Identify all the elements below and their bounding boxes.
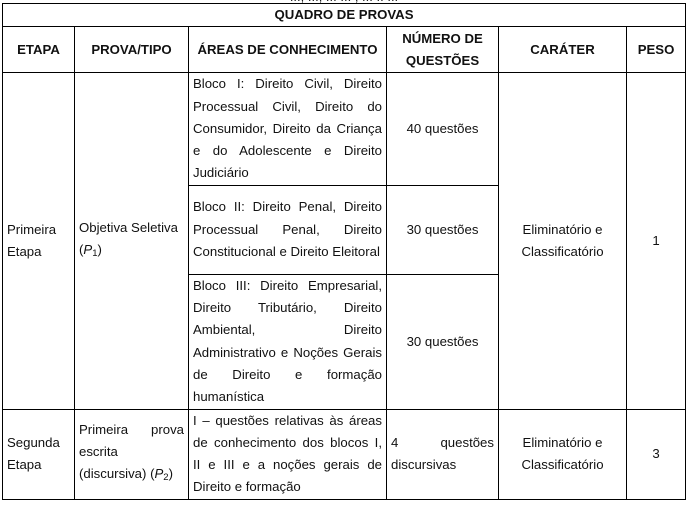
header-areas: ÁREAS DE CONHECIMENTO: [189, 27, 387, 73]
header-carater: CARÁTER: [499, 27, 627, 73]
stage1-prova-cell: [75, 73, 189, 409]
bloco3-questoes-cell: 30 questões: [387, 274, 499, 409]
table-title-row: [3, 4, 686, 27]
stage1-carater-cell: Eliminatório e Classificatório: [499, 73, 627, 409]
table-row: [3, 409, 686, 499]
stage2-carater-cell: Eliminatório e Classificatório: [499, 409, 627, 499]
table-header-row: [3, 27, 686, 73]
table-title: QUADRO DE PROVAS: [3, 4, 686, 27]
table-row: [3, 73, 686, 185]
stage2-prova-subscript: 2: [163, 472, 169, 484]
stage1-prova-symbol: P: [83, 241, 93, 257]
header-prova-tipo: PROVA/TIPO: [75, 27, 189, 73]
stage2-prova-text: Primeira prova escrita (discursiva) (: [79, 421, 184, 482]
bloco1-areas-cell: Bloco I: Direito Civil, Direito Processual Civil, Direito do Consumidor, Direito da Criança e do Adolescente e Direito Judiciário: [189, 73, 387, 185]
stage2-prova-close: ): [168, 466, 173, 482]
exam-table: [2, 3, 686, 500]
stage1-etapa-cell: Primeira Etapa: [3, 73, 75, 409]
stage1-prova-subscript: 1: [92, 247, 98, 259]
stage2-questoes-cell: 4 questões discursivas: [387, 409, 499, 499]
bloco1-questoes-cell: 40 questões: [387, 73, 499, 185]
stage1-prova-close: ): [97, 241, 102, 257]
stage2-prova-symbol: P: [154, 466, 164, 482]
header-peso: PESO: [627, 27, 686, 73]
bloco2-questoes-cell: 30 questões: [387, 185, 499, 274]
header-numero-questoes: NÚMERO DE QUESTÕES: [387, 27, 499, 73]
stage2-peso-cell: 3: [627, 409, 686, 499]
stage2-etapa-cell: Segunda Etapa: [3, 409, 75, 499]
stage2-prova-cell: [75, 409, 189, 499]
stage2-areas-cell: I – questões relativas às áreas de conhecimento dos blocos I, II e III e a noções gerais de Direito e formação: [189, 409, 387, 499]
bloco3-areas-cell: Bloco III: Direito Empresarial, Direito Tributário, Direito Ambiental, Direito Administrativo e Noções Gerais de Direito e formação humanística: [189, 274, 387, 409]
bloco2-areas-cell: Bloco II: Direito Penal, Direito Processual Penal, Direito Constitucional e Direito Eleitoral: [189, 185, 387, 274]
header-etapa: ETAPA: [3, 27, 75, 73]
stage1-peso-cell: 1: [627, 73, 686, 409]
stage1-prova-text: Objetiva Seletiva (: [79, 219, 178, 257]
